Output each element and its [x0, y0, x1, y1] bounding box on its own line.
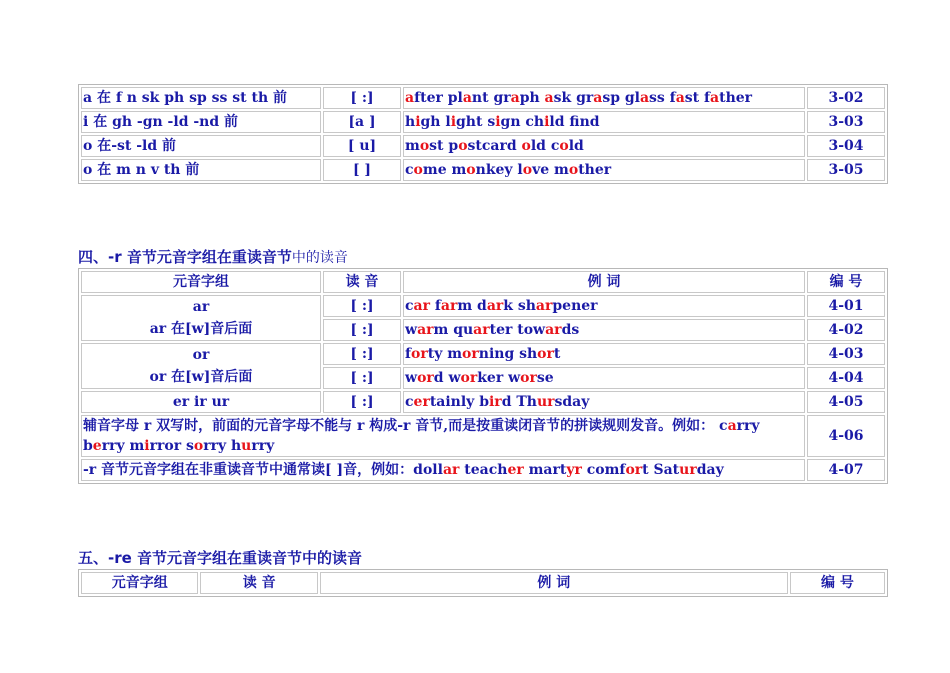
table-row [81, 111, 885, 133]
example-text: ning sh [478, 346, 538, 362]
rule-cell: o 在-st -ld 前 [81, 135, 321, 157]
example-text: st p [429, 138, 459, 154]
highlighted-letters: a [462, 90, 472, 106]
example-text: pener [552, 298, 598, 314]
header-code: 编 号 [790, 572, 885, 594]
example-text: gn ch [500, 114, 545, 130]
group-label: or 在[w]音后面 [149, 369, 253, 385]
highlighted-letters: or [411, 346, 428, 362]
highlighted-letters: o [419, 138, 430, 154]
header-code: 编 号 [807, 271, 885, 293]
code-cell: 3-05 [807, 159, 885, 181]
group-or [81, 343, 321, 389]
highlighted-letters: or [520, 370, 537, 386]
example-cell [403, 319, 805, 341]
sound-cell: [ :] [323, 343, 401, 365]
code-cell: 4-03 [807, 343, 885, 365]
highlighted-letters: i [495, 114, 501, 130]
example-text: sday [554, 394, 590, 410]
highlighted-letters: o [559, 138, 569, 154]
example-text: sk gr [553, 90, 594, 106]
section-4-r: -r [108, 248, 122, 266]
highlighted-letters: i [544, 114, 550, 130]
highlighted-letters: ar [417, 322, 434, 338]
example-text: f [405, 346, 412, 362]
highlighted-letters: o [521, 138, 531, 154]
code-cell: 4-01 [807, 295, 885, 317]
header-group: 元音字组 [81, 271, 321, 293]
rules-table-3 [78, 84, 888, 184]
example-text: w [405, 322, 418, 338]
highlighted-letters: i [415, 114, 421, 130]
example-text: m d [457, 298, 487, 314]
highlighted-letters: a [405, 90, 415, 106]
example-text: t [553, 346, 561, 362]
highlighted-letters: o [568, 162, 579, 178]
section-5-title [78, 547, 362, 568]
example-text: ker w [477, 370, 521, 386]
highlighted-letters: a [675, 90, 685, 106]
highlighted-letters: or [417, 370, 434, 386]
example-text: se [536, 370, 554, 386]
highlighted-letters: a [510, 90, 520, 106]
example-text: ld f [549, 114, 580, 130]
example-text: st f [684, 90, 711, 106]
sound-cell: [ u] [323, 135, 401, 157]
highlighted-letters: a [593, 90, 603, 106]
example-text: stcard [467, 138, 522, 154]
highlighted-letters: o [522, 162, 533, 178]
example-text: f [429, 298, 441, 314]
highlighted-letters: i [450, 114, 457, 130]
code-cell: 4-07 [807, 459, 885, 481]
example-text: tainly b [429, 394, 489, 410]
example-text: me m [422, 162, 467, 178]
section-4-main: 音节元音字组在重读音节 [121, 248, 292, 266]
section-4-tail: 中的读音 [291, 250, 348, 266]
example-cell [403, 135, 805, 157]
group-ar [81, 295, 321, 341]
highlighted-letters: a [544, 90, 554, 106]
sound-cell: [ :] [323, 319, 401, 341]
example-text: ld [568, 138, 584, 154]
table-row [81, 415, 885, 457]
example-cell [403, 111, 805, 133]
code-cell: 4-04 [807, 367, 885, 389]
header-example: 例 词 [403, 271, 805, 293]
highlighted-letters: ar [486, 298, 504, 314]
highlighted-letters: or [460, 370, 478, 386]
group-label: ar 在[w]音后面 [149, 321, 253, 337]
highlighted-letters: ar [413, 298, 430, 314]
example-text: m [405, 138, 420, 154]
example-text: h [405, 114, 416, 130]
highlighted-letters: o [466, 162, 476, 178]
example-text: gh l [420, 114, 451, 130]
highlighted-letters: ar [473, 322, 490, 338]
example-text: k sh [503, 298, 536, 314]
example-text: m qu [433, 322, 474, 338]
note-double-r: 辅音字母 r 双写时，前面的元音字母不能与 r 构成-r 音节,而是按重读闭音节的拼读规则发音。例如： carry berry mirror sorry hurry [81, 415, 805, 457]
section-4-title [78, 246, 348, 267]
highlighted-letters: ar [545, 322, 562, 338]
rule-cell: a 在 f n sk ph sp ss st th 前 [81, 87, 321, 109]
example-text: w [405, 370, 418, 386]
code-cell: 3-02 [807, 87, 885, 109]
example-text: ter tow [489, 322, 546, 338]
highlighted-letters: o [413, 162, 423, 178]
example-text: d w [433, 370, 461, 386]
table-row [81, 391, 885, 413]
rule-cell: i 在 gh -gn -ld -nd 前 [81, 111, 321, 133]
code-cell: 3-03 [807, 111, 885, 133]
highlighted-letters: ur [536, 394, 555, 410]
example-text: sp gl [602, 90, 640, 106]
header-sound: 读 音 [323, 271, 401, 293]
example-text: ght s [456, 114, 496, 130]
example-text: nkey l [475, 162, 523, 178]
highlighted-letters: er [413, 394, 430, 410]
table-row [81, 343, 885, 365]
highlighted-letters: or [537, 346, 554, 362]
example-text: ds [561, 322, 580, 338]
example-text: c [405, 162, 414, 178]
highlighted-letters: a [710, 90, 720, 106]
table-row [81, 159, 885, 181]
highlighted-letters: ar [440, 298, 458, 314]
example-cell [403, 343, 805, 365]
example-text: nd [579, 114, 600, 130]
sound-cell: [ ] [323, 159, 401, 181]
group-label: ar [192, 299, 210, 315]
sound-cell: [ :] [323, 295, 401, 317]
rule-cell: o 在 m n v th 前 [81, 159, 321, 181]
example-text: c [405, 394, 414, 410]
example-cell [403, 391, 805, 413]
sound-cell: [a ] [323, 111, 401, 133]
sound-cell: [ :] [323, 87, 401, 109]
highlighted-letters: ar [535, 298, 553, 314]
example-text: ph [519, 90, 545, 106]
group-label: or [192, 347, 210, 363]
example-text: ld c [530, 138, 560, 154]
example-cell [403, 367, 805, 389]
section-5-prefix: 五、 [78, 549, 109, 567]
example-text: ther [719, 90, 753, 106]
sound-cell: [ :] [323, 391, 401, 413]
header-group: 元音字组 [81, 572, 198, 594]
example-text: nt gr [471, 90, 511, 106]
section-5-re: -re [108, 549, 132, 567]
highlighted-letters: a [639, 90, 650, 106]
table-4-header-row [81, 271, 885, 293]
group-er-ir-ur: er ir ur [81, 391, 321, 413]
header-example: 例 词 [320, 572, 788, 594]
highlighted-letters: or [462, 346, 479, 362]
table-row [81, 87, 885, 109]
example-text: d Th [501, 394, 537, 410]
section-4-prefix: 四、 [78, 248, 109, 266]
code-cell: 4-06 [807, 415, 885, 457]
example-text: c [405, 298, 414, 314]
example-text: ty m [427, 346, 463, 362]
rules-table-4 [78, 268, 888, 484]
table-5-header-row [81, 572, 885, 594]
example-text: ve m [532, 162, 569, 178]
example-cell [403, 295, 805, 317]
table-row [81, 295, 885, 317]
code-cell: 4-02 [807, 319, 885, 341]
highlighted-letters: o [458, 138, 468, 154]
header-sound: 读 音 [200, 572, 317, 594]
sound-cell: [ :] [323, 367, 401, 389]
example-text: ther [578, 162, 612, 178]
example-text: fter pl [414, 90, 463, 106]
rules-table-5 [78, 569, 888, 597]
example-text: ss f [649, 90, 676, 106]
section-5-main: 音节元音字组在重读音节中的读音 [131, 549, 363, 567]
example-cell [403, 87, 805, 109]
table-row [81, 459, 885, 481]
note-unstressed: -r 音节元音字组在非重读音节中通常读[ ]音，例如：dollar teacher martyr comfort Saturday [81, 459, 805, 481]
highlighted-letters: ir [488, 394, 502, 410]
code-cell: 3-04 [807, 135, 885, 157]
table-row [81, 135, 885, 157]
example-cell [403, 159, 805, 181]
code-cell: 4-05 [807, 391, 885, 413]
